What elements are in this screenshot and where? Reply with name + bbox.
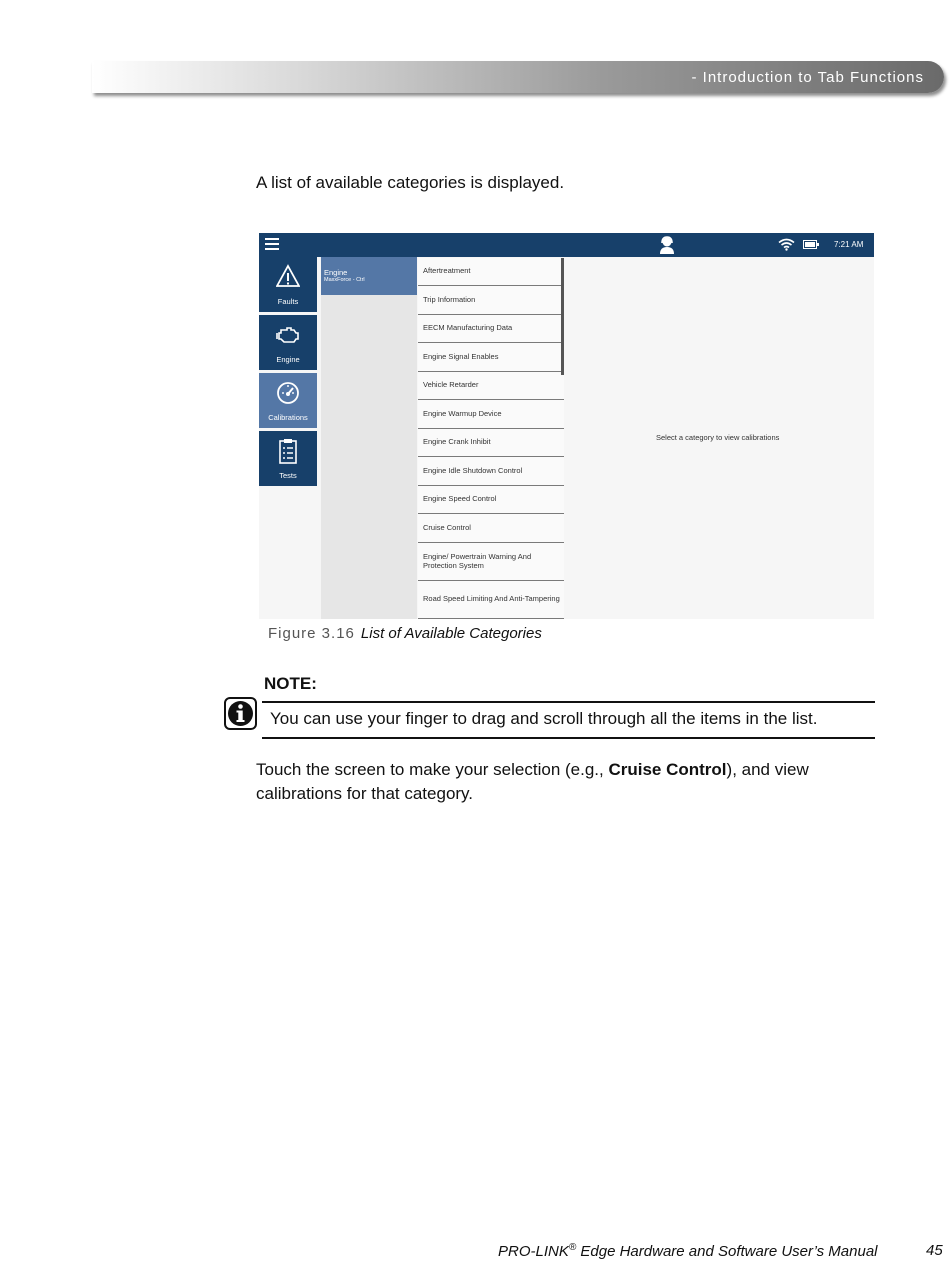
tab-tests[interactable]	[259, 431, 317, 486]
body-text-end: ), and view calibrations for that category.	[256, 760, 809, 803]
warning-icon	[276, 264, 300, 290]
list-item[interactable]: Aftertreatment	[418, 258, 564, 286]
tab-label: Faults	[277, 297, 299, 306]
figure-title: List of Available Categories	[360, 625, 542, 642]
divider	[262, 737, 875, 739]
list-item[interactable]: Engine/ Powertrain Warning And Protection System	[418, 543, 564, 581]
intro-text: A list of available categories is displayed.	[256, 173, 565, 192]
side-tabs	[259, 257, 318, 619]
body-text-start: Touch the screen to make your selection (e.g.,	[256, 760, 609, 779]
tab-engine[interactable]	[259, 315, 317, 370]
body-paragraph	[256, 758, 876, 806]
gauge-icon	[276, 380, 300, 406]
tab-label: Engine	[276, 355, 300, 364]
note-title: NOTE:	[264, 674, 317, 693]
tab-calibrations[interactable]	[259, 373, 317, 428]
list-item[interactable]: Trip Information	[418, 287, 564, 315]
figure-number: Figure 3.16	[268, 625, 355, 642]
tab-label: Calibrations	[268, 413, 308, 422]
list-item[interactable]: Cruise Control	[418, 515, 564, 543]
engine-icon	[276, 322, 300, 348]
device-screenshot	[259, 233, 874, 619]
list-item[interactable]: Engine Warmup Device	[418, 401, 564, 429]
section-banner	[92, 61, 944, 93]
clipboard-icon	[276, 438, 300, 464]
body-text-bold: Cruise Control	[608, 760, 727, 779]
wifi-icon	[778, 238, 795, 251]
module-subtitle: MaxxForce - Ctrl	[324, 277, 365, 283]
module-item-engine[interactable]	[321, 257, 417, 295]
section-title: - Introduction to Tab Functions	[691, 69, 924, 86]
tab-faults[interactable]	[259, 257, 317, 312]
technician-icon[interactable]	[659, 236, 675, 254]
info-icon	[224, 697, 257, 730]
footer-title	[498, 1242, 878, 1260]
battery-icon	[803, 240, 819, 249]
list-item[interactable]: Engine Crank Inhibit	[418, 429, 564, 457]
top-bar	[259, 233, 874, 257]
footer-product: PRO-LINK	[498, 1243, 569, 1260]
module-list	[321, 257, 417, 619]
menu-icon[interactable]	[265, 238, 279, 250]
footer-rest: Edge Hardware and Software User’s Manual	[576, 1243, 878, 1260]
list-item[interactable]: Engine Idle Shutdown Control	[418, 458, 564, 486]
figure-caption	[268, 625, 542, 642]
registered-mark: ®	[568, 1242, 577, 1253]
note-text: You can use your finger to drag and scroll through all the items in the list.	[270, 709, 818, 728]
list-item[interactable]: Vehicle Retarder	[418, 372, 564, 400]
list-scrollbar[interactable]	[561, 258, 564, 375]
placeholder-text: Select a category to view calibrations	[656, 433, 780, 442]
page-number: 45	[926, 1242, 943, 1259]
tab-label: Tests	[279, 471, 297, 480]
list-item[interactable]: EECM Manufacturing Data	[418, 315, 564, 343]
module-name: Engine	[324, 268, 348, 277]
list-item[interactable]: Engine Speed Control	[418, 486, 564, 514]
list-item[interactable]: Engine Signal Enables	[418, 344, 564, 372]
list-item[interactable]: Road Speed Limiting And Anti-Tampering	[418, 581, 564, 619]
divider	[262, 701, 875, 703]
clock: 7:21 AM	[834, 240, 864, 249]
category-list[interactable]	[418, 258, 564, 619]
